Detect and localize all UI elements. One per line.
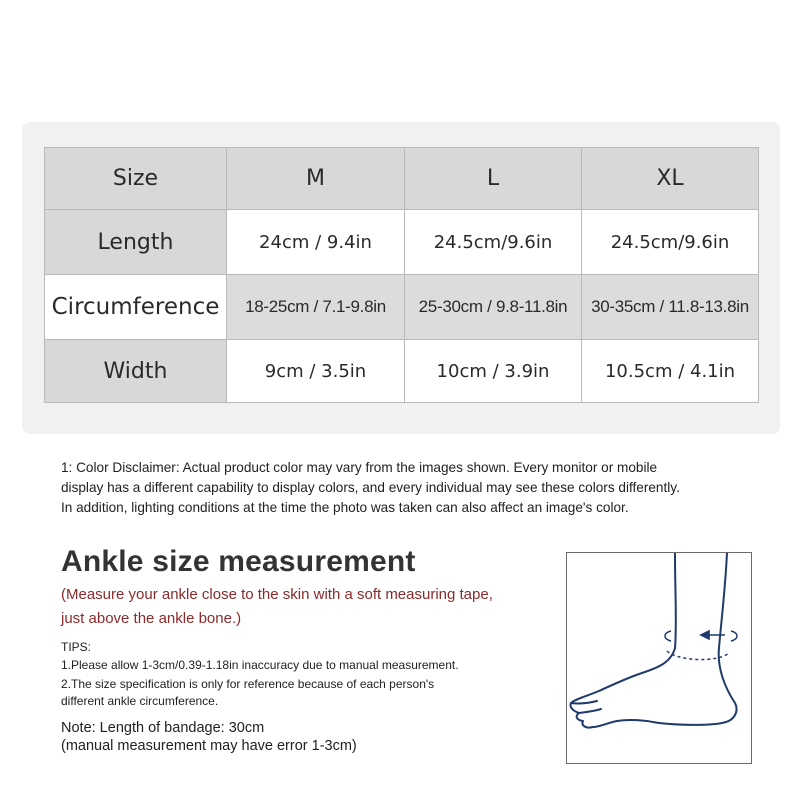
ankle-illustration [566,552,752,764]
color-disclaimer [61,458,761,518]
table-cell: 24cm / 9.4in [227,210,405,275]
tip-line: 2.The size specification is only for reference because of each person's [61,677,435,691]
circumference-row [45,275,759,340]
disclaimer-line: display has a different capability to display colors, and every individual may see these colors differently. [61,480,680,495]
table-cell: 24.5cm/9.6in [405,210,582,275]
table-cell: 10.5cm / 4.1in [582,340,759,403]
bandage-note: Note: Length of bandage: 30cm [61,720,265,736]
table-cell: 9cm / 3.5in [227,340,405,403]
size-header-row [45,148,759,210]
measurement-instruction: (Measure your ankle close to the skin with a soft measuring tape, [61,586,493,603]
size-l: L [405,148,582,210]
size-xl: XL [582,148,759,210]
tips-title: TIPS: [61,640,92,654]
table-cell: 25-30cm / 9.8-11.8in [405,275,582,340]
tip-line: 1.Please allow 1-3cm/0.39-1.18in inaccuracy due to manual measurement. [61,658,459,672]
table-cell: 30-35cm / 11.8-13.8in [582,275,759,340]
disclaimer-line: In addition, lighting conditions at the time the photo was taken can also affect an image's color. [61,500,629,515]
size-m: M [227,148,405,210]
row-label: Circumference [45,275,227,340]
disclaimer-line: 1: Color Disclaimer: Actual product color may vary from the images shown. Every monitor or mobile [61,460,658,475]
row-label: Length [45,210,227,275]
table-cell: 24.5cm/9.6in [582,210,759,275]
bandage-note: (manual measurement may have error 1-3cm) [61,738,357,754]
width-row [45,340,759,403]
tip-line: different ankle circumference. [61,694,219,708]
size-chart-table [44,147,759,403]
measurement-instruction: just above the ankle bone.) [61,610,242,627]
row-label: Width [45,340,227,403]
header-label: Size [45,148,227,210]
measurement-heading: Ankle size measurement [61,545,416,578]
length-row [45,210,759,275]
foot-ankle-measure-icon [567,553,751,763]
table-cell: 10cm / 3.9in [405,340,582,403]
table-cell: 18-25cm / 7.1-9.8in [227,275,405,340]
